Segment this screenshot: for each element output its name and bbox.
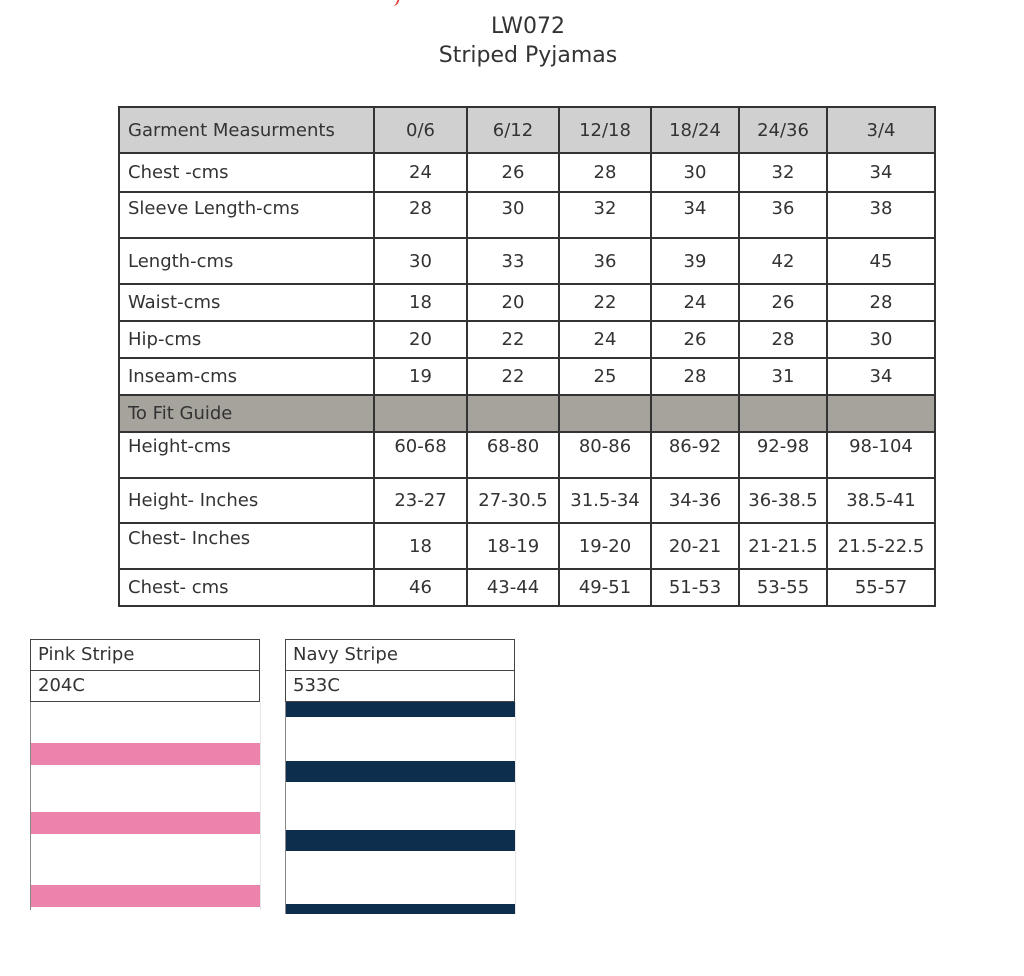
- product-name: Striped Pyjamas: [438, 43, 618, 68]
- table-cell: 28: [374, 192, 467, 238]
- table-row: [119, 523, 935, 569]
- table-cell: 34: [827, 358, 935, 395]
- table-cell: 38.5-41: [827, 478, 935, 523]
- table-cell: 20: [374, 321, 467, 358]
- size-chart-table: [118, 106, 936, 607]
- table-row: [119, 192, 935, 238]
- navy-stripe-name: Navy Stripe: [285, 639, 515, 671]
- table-cell: [651, 395, 739, 432]
- size-header: 12/18: [559, 107, 651, 153]
- table-cell: 31: [739, 358, 827, 395]
- size-header: 6/12: [467, 107, 559, 153]
- table-cell: 80-86: [559, 432, 651, 478]
- navy-stripe-band: [286, 702, 515, 717]
- navy-stripe-band: [286, 761, 515, 782]
- table-cell: [739, 395, 827, 432]
- table-cell: 46: [374, 569, 467, 606]
- pink-stripe-name: Pink Stripe: [30, 639, 260, 671]
- row-label: Waist-cms: [119, 284, 374, 321]
- row-label: Sleeve Length-cms: [119, 192, 374, 238]
- table-cell: 36: [559, 238, 651, 284]
- row-label: Inseam-cms: [119, 358, 374, 395]
- row-label: Chest- cms: [119, 569, 374, 606]
- table-cell: [467, 395, 559, 432]
- table-cell: 32: [739, 153, 827, 192]
- table-cell: 19: [374, 358, 467, 395]
- table-cell: 68-80: [467, 432, 559, 478]
- table-cell: 34: [827, 153, 935, 192]
- table-row: [119, 358, 935, 395]
- navy-stripe-band: [286, 830, 515, 851]
- row-label: Hip-cms: [119, 321, 374, 358]
- table-cell: 30: [467, 192, 559, 238]
- table-cell: 25: [559, 358, 651, 395]
- table-cell: 23-27: [374, 478, 467, 523]
- table-cell: 30: [651, 153, 739, 192]
- table-cell: 34: [651, 192, 739, 238]
- size-header: 3/4: [827, 107, 935, 153]
- guide-section-row: [119, 395, 935, 432]
- table-row: [119, 569, 935, 606]
- table-cell: 45: [827, 238, 935, 284]
- table-cell: 42: [739, 238, 827, 284]
- table-cell: 27-30.5: [467, 478, 559, 523]
- table-cell: 49-51: [559, 569, 651, 606]
- table-cell: 21-21.5: [739, 523, 827, 569]
- table-cell: 38: [827, 192, 935, 238]
- table-row: [119, 321, 935, 358]
- table-cell: 92-98: [739, 432, 827, 478]
- table-cell: 36: [739, 192, 827, 238]
- table-cell: 20: [467, 284, 559, 321]
- table-cell: 18: [374, 284, 467, 321]
- table-cell: 51-53: [651, 569, 739, 606]
- navy-stripe-band: [286, 904, 515, 914]
- table-cell: [827, 395, 935, 432]
- table-cell: 28: [739, 321, 827, 358]
- table-cell: 98-104: [827, 432, 935, 478]
- table-cell: [559, 395, 651, 432]
- header-row: [119, 107, 935, 153]
- table-cell: 31.5-34: [559, 478, 651, 523]
- table-cell: 26: [651, 321, 739, 358]
- table-cell: 86-92: [651, 432, 739, 478]
- table-cell: 33: [467, 238, 559, 284]
- table-cell: 19-20: [559, 523, 651, 569]
- table-cell: 39: [651, 238, 739, 284]
- table-cell: [374, 395, 467, 432]
- table-cell: 55-57: [827, 569, 935, 606]
- table-cell: 22: [467, 321, 559, 358]
- table-row: [119, 238, 935, 284]
- table-cell: 32: [559, 192, 651, 238]
- pink-stripe-code: 204C: [30, 670, 260, 702]
- size-header: 0/6: [374, 107, 467, 153]
- table-cell: 24: [651, 284, 739, 321]
- table-cell: 18-19: [467, 523, 559, 569]
- row-label: Height- Inches: [119, 478, 374, 523]
- row-label: Length-cms: [119, 238, 374, 284]
- table-cell: 22: [467, 358, 559, 395]
- table-row: [119, 478, 935, 523]
- table-row: [119, 432, 935, 478]
- table-cell: 24: [374, 153, 467, 192]
- table-cell: 20-21: [651, 523, 739, 569]
- table-cell: 21.5-22.5: [827, 523, 935, 569]
- navy-stripe-swatch: [285, 702, 516, 914]
- size-header: 18/24: [651, 107, 739, 153]
- header-label: Garment Measurments: [119, 107, 374, 153]
- table-cell: 26: [739, 284, 827, 321]
- table-cell: 34-36: [651, 478, 739, 523]
- table-cell: 26: [467, 153, 559, 192]
- pink-stripe-band: [31, 812, 260, 834]
- pink-stripe-band: [31, 885, 260, 907]
- row-label: Height-cms: [119, 432, 374, 478]
- table-cell: 28: [559, 153, 651, 192]
- table-cell: 24: [559, 321, 651, 358]
- table-cell: 36-38.5: [739, 478, 827, 523]
- table-row: [119, 153, 935, 192]
- table-cell: 18: [374, 523, 467, 569]
- product-code: LW072: [491, 14, 565, 39]
- guide-section-label: To Fit Guide: [119, 395, 374, 432]
- table-cell: 43-44: [467, 569, 559, 606]
- navy-stripe-code: 533C: [285, 670, 515, 702]
- row-label: Chest- Inches: [119, 523, 374, 569]
- table-cell: 53-55: [739, 569, 827, 606]
- pink-stripe-swatch: [30, 702, 261, 910]
- table-cell: 30: [827, 321, 935, 358]
- table-cell: 28: [651, 358, 739, 395]
- table-cell: 30: [374, 238, 467, 284]
- table-row: [119, 284, 935, 321]
- red-ink-mark: [386, 0, 402, 6]
- product-title-block: [0, 12, 1024, 70]
- table-cell: 60-68: [374, 432, 467, 478]
- table-cell: 28: [827, 284, 935, 321]
- table-cell: 22: [559, 284, 651, 321]
- row-label: Chest -cms: [119, 153, 374, 192]
- size-header: 24/36: [739, 107, 827, 153]
- pink-stripe-band: [31, 743, 260, 765]
